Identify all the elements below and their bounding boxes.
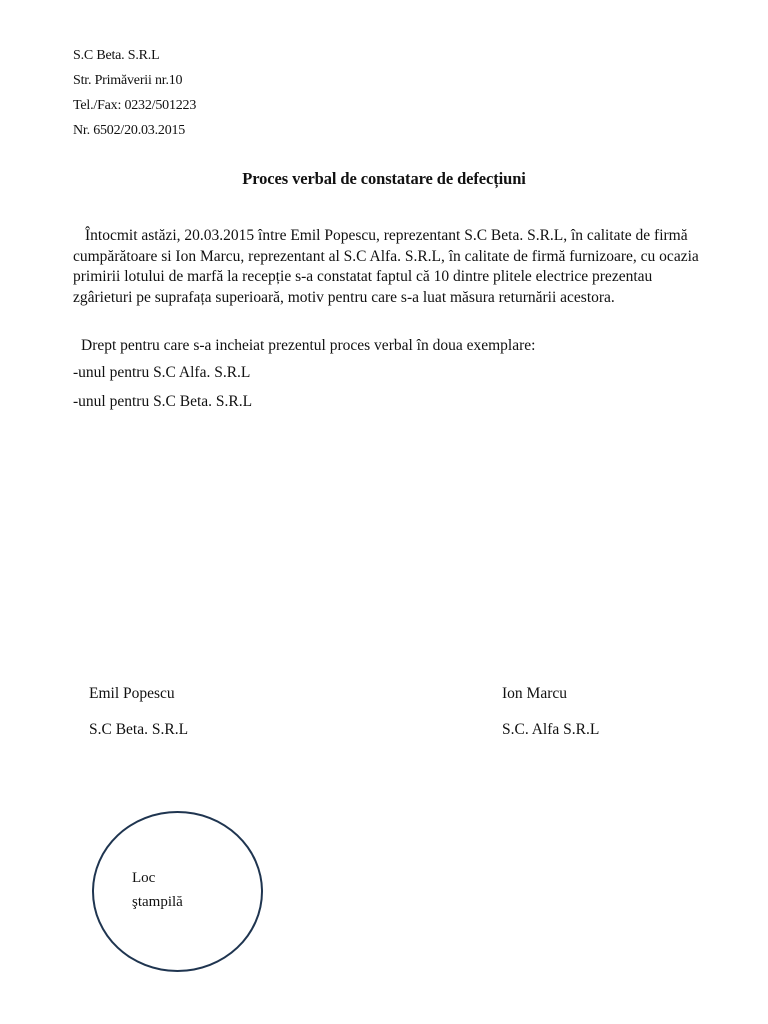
company-name: S.C Beta. S.R.L <box>73 48 160 63</box>
company-header <box>73 43 196 143</box>
copy-line-alfa: -unul pentru S.C Alfa. S.R.L <box>73 364 251 381</box>
body-paragraph: Întocmit astăzi, 20.03.2015 între Emil Popescu, reprezentant S.C Beta. S.R.L, în calitate de firmă cumpărătoare si Ion Marcu, reprezentant al S.C Alfa. S.R.L, în calitate de firmă furnizoare, cu ocazia primirii lotului de marfă la recepție s-a constatat faptul că 10 dintre plitele electrice prezentau zgârieturi pe suprafața superioară, motiv pentru care s-a luat măsura returnării acestora. <box>73 227 699 306</box>
stamp-placeholder-label <box>132 866 183 914</box>
signature-block-left <box>89 676 188 748</box>
document-number: Nr. 6502/20.03.2015 <box>73 123 186 138</box>
signatory-name-right: Ion Marcu <box>502 685 567 702</box>
signatory-company-left: S.C Beta. S.R.L <box>89 721 189 738</box>
stamp-label-line-2: ştampilă <box>132 894 183 910</box>
signatory-company-right: S.C. Alfa S.R.L <box>502 721 600 738</box>
signatory-name-left: Emil Popescu <box>89 685 175 702</box>
stamp-label-line-1: Loc <box>132 870 156 886</box>
company-phone-fax: Tel./Fax: 0232/501223 <box>73 98 197 113</box>
signature-block-right <box>502 676 599 748</box>
copy-line-beta: -unul pentru S.C Beta. S.R.L <box>73 393 253 410</box>
document-title: Proces verbal de constatare de defecțiuni <box>242 169 526 188</box>
company-address: Str. Primăverii nr.10 <box>73 73 183 88</box>
closing-statement: Drept pentru care s-a incheiat prezentul proces verbal în doua exemplare: <box>81 337 536 354</box>
